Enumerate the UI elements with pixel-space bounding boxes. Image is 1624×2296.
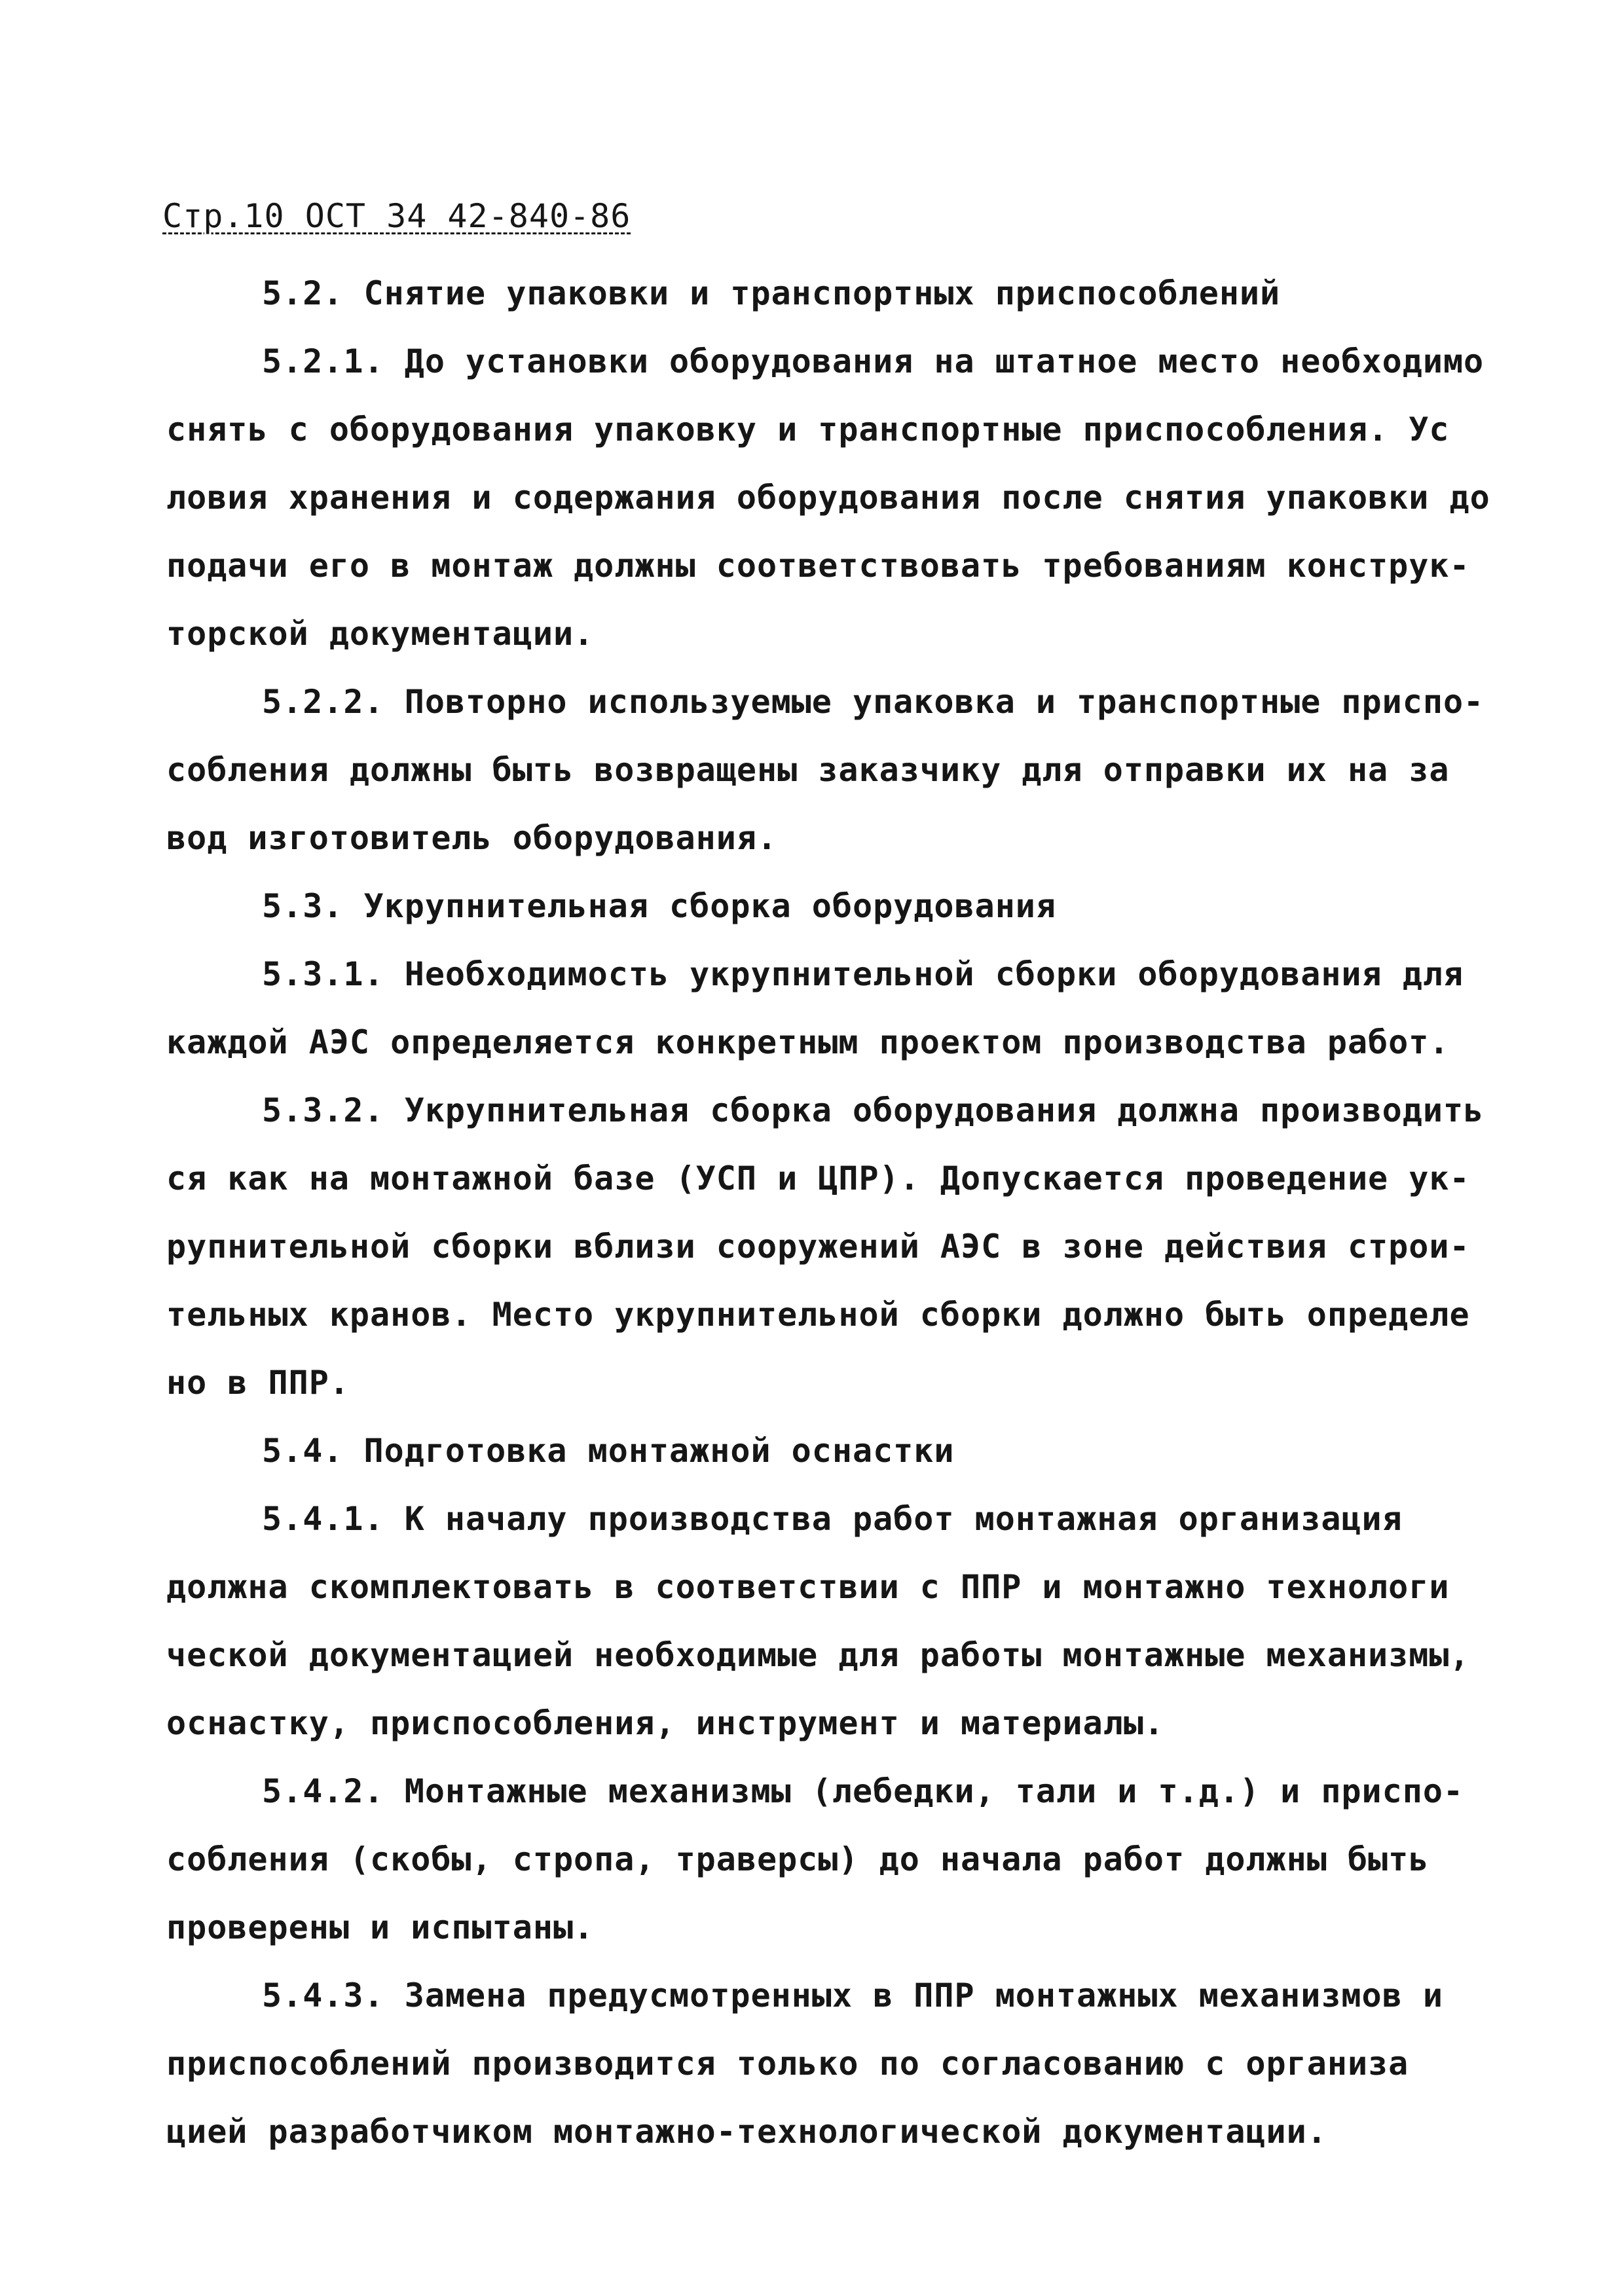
paragraph-line: рупнительной сборки вблизи сооружений АЭС в зоне действия строи-	[166, 1228, 1470, 1266]
paragraph-line: 5.4.1. К началу производства работ монтажная организация	[262, 1500, 1403, 1538]
paragraph-line: собления (скобы, стропа, траверсы) до начала работ должны быть	[166, 1840, 1430, 1878]
section-heading: 5.4. Подготовка монтажной оснастки	[262, 1432, 955, 1470]
paragraph-line: собления должны быть возвращены заказчику для отправки их на за	[166, 751, 1450, 789]
paragraph-line: ловия хранения и содержания оборудования после снятия упаковки до	[166, 479, 1490, 517]
page-header: Стр.10 ОСТ 34 42-840-86	[162, 197, 631, 235]
paragraph-line: приспособлений производится только по согласованию с организа	[166, 2045, 1409, 2083]
paragraph-line: ся как на монтажной базе (УСП и ЦПР). Допускается проведение ук-	[166, 1159, 1470, 1197]
paragraph-line: оснастку, приспособления, инструмент и материалы.	[166, 1704, 1165, 1742]
paragraph-line: 5.2.2. Повторно используемые упаковка и транспортные приспо-	[262, 683, 1485, 721]
paragraph-line: каждой АЭС определяется конкретным проектом производства работ.	[166, 1023, 1450, 1061]
paragraph-line: ческой документацией необходимые для работы монтажные механизмы,	[166, 1636, 1470, 1674]
section-heading: 5.2. Снятие упаковки и транспортных приспособлений	[262, 274, 1281, 312]
paragraph-line: подачи его в монтаж должны соответствовать требованиям конструк-	[166, 547, 1470, 585]
paragraph-line: но в ППР.	[166, 1364, 350, 1402]
paragraph-line: проверены и испытаны.	[166, 1908, 595, 1946]
paragraph-line: торской документации.	[166, 615, 595, 653]
paragraph-line: 5.3.1. Необходимость укрупнительной сборки оборудования для	[262, 955, 1464, 993]
section-heading: 5.3. Укрупнительная сборка оборудования	[262, 887, 1056, 925]
paragraph-line: вод изготовитель оборудования.	[166, 819, 778, 857]
paragraph-line: снять с оборудования упаковку и транспортные приспособления. Ус	[166, 410, 1450, 448]
paragraph-line: цией разработчиком монтажно-технологической документации.	[166, 2113, 1327, 2151]
paragraph-line: тельных кранов. Место укрупнительной сборки должно быть определе	[166, 1296, 1470, 1334]
paragraph-line: 5.3.2. Укрупнительная сборка оборудования должна производить	[262, 1091, 1485, 1129]
paragraph-line: 5.4.2. Монтажные механизмы (лебедки, тали и т.д.) и приспо-	[262, 1772, 1464, 1810]
paragraph-line: 5.4.3. Замена предусмотренных в ППР монтажных механизмов и	[262, 1977, 1443, 2014]
paragraph-line: 5.2.1. До установки оборудования на штатное место необходимо	[262, 342, 1485, 380]
paragraph-line: должна скомплектовать в соответствии с ППР и монтажно технологи	[166, 1568, 1450, 1606]
